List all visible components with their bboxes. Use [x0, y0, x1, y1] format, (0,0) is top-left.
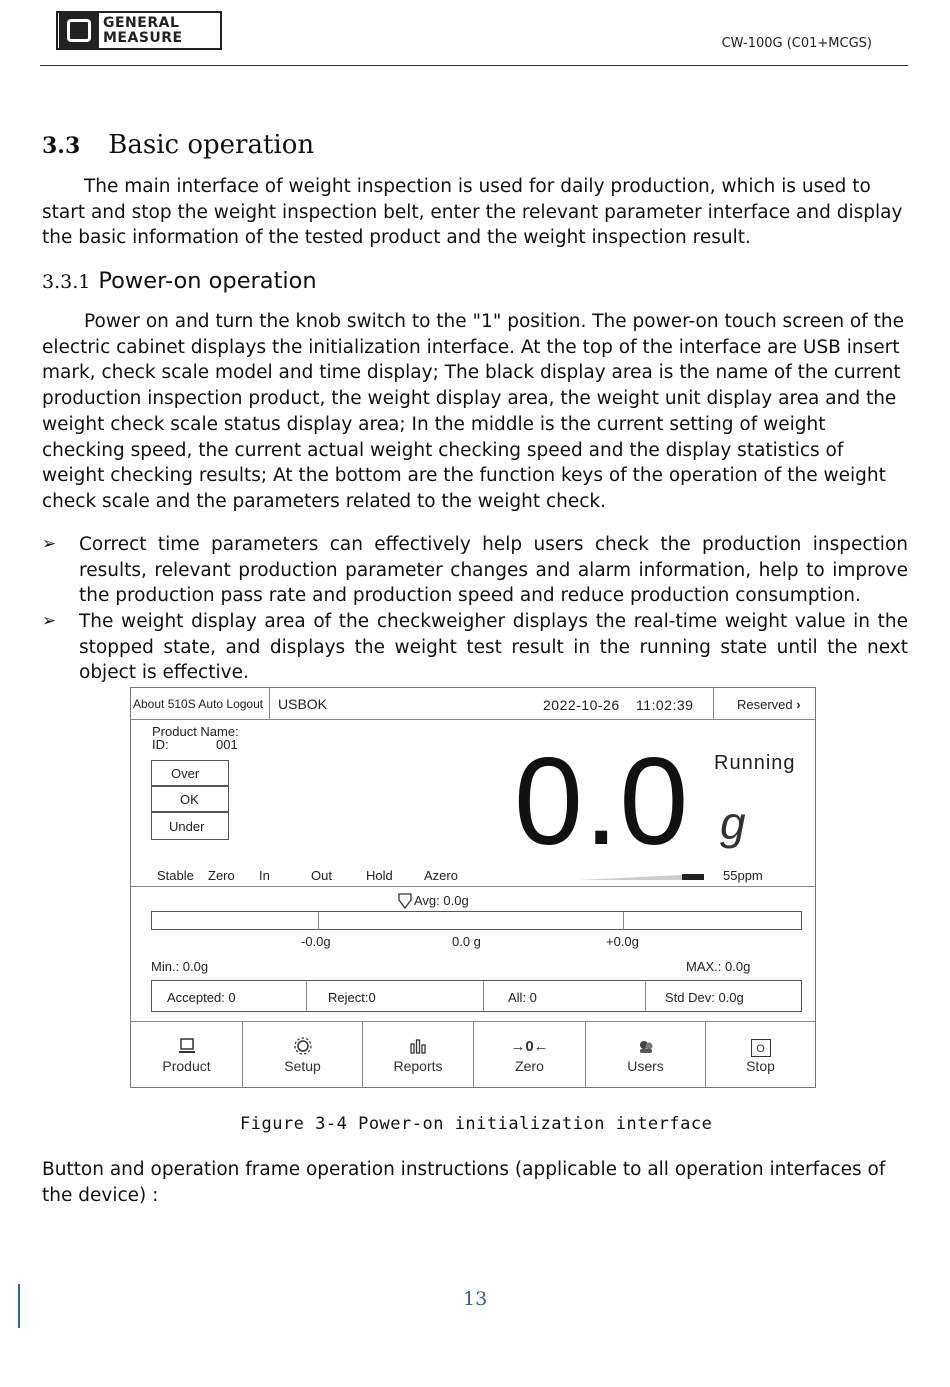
subsection-heading — [42, 268, 317, 294]
weight-distribution-bar — [151, 911, 802, 930]
reject-count: Reject:0 — [328, 990, 376, 1005]
running-state: Running — [714, 752, 796, 774]
users-button[interactable] — [586, 1022, 705, 1088]
std-dev: Std Dev: 0.0g — [665, 990, 744, 1005]
stop-label: Stop — [746, 1058, 775, 1074]
subsection-number: 3.3.1 — [42, 271, 91, 293]
reserved-label: Reserved — [737, 697, 793, 712]
zero-button[interactable] — [474, 1022, 585, 1088]
poweron-text: Power on and turn the knob switch to the "1" position. The power-on touch screen of the electric cabinet displays the initialization interface. At the top of the interface are USB insert mark, check scale model and time display; The black display area is the name of the current production inspection product, the weight display area, the weight unit display area and the weight check scale status display area; In the middle is the current setting of weight checking speed, the current actual weight checking speed and the display statistics of weight checking results; At the bottom are the function keys of the operation of the weight check scale and the parameters related to the weight check. — [42, 311, 905, 512]
all-count: All: 0 — [508, 990, 537, 1005]
min-display: Min.: 0.0g — [151, 959, 209, 974]
date-display: 2022-10-26 — [543, 697, 620, 713]
bar-chart-icon — [363, 1036, 473, 1058]
product-name-label: Product Name: — [152, 724, 239, 739]
intro-text: The main interface of weight inspection is used for daily production, which is used to start and stop the weight inspection belt, enter the relevant parameter interface and display the basic information of the tested product and the weight inspection result. — [42, 176, 903, 249]
time-display: 11:02:39 — [636, 697, 694, 713]
ok-indicator — [151, 786, 229, 812]
setup-label: Setup — [284, 1058, 321, 1074]
ok-label: OK — [180, 792, 199, 807]
reports-button[interactable] — [363, 1022, 473, 1088]
stop-glyph: O — [751, 1039, 771, 1057]
bullet-arrow-icon: ➢ — [42, 534, 57, 554]
weight-display: 0.0 — [514, 733, 690, 871]
status-hold: Hold — [366, 868, 393, 883]
document-code: CW-100G (C01+MCGS) — [721, 36, 872, 51]
speed-bar — [578, 873, 704, 881]
zero-icon: →0← — [510, 1038, 549, 1055]
product-label: Product — [162, 1058, 211, 1074]
about-button[interactable]: About 510S Auto Logout — [133, 697, 264, 711]
chevron-right-icon: › — [796, 697, 801, 712]
accepted-count: Accepted: 0 — [167, 990, 236, 1005]
bullet-text: The weight display area of the checkweigher displays the real-time weight value in the stopped state, and displays the weight test result in the running state until the next object is effective. — [79, 611, 908, 684]
bullet-arrow-icon: ➢ — [42, 611, 57, 631]
scale-high-label: +0.0g — [606, 934, 639, 949]
page-number: 13 — [463, 1288, 488, 1310]
company-logo — [56, 11, 222, 50]
scale-mid-label: 0.0 g — [452, 934, 481, 949]
stop-icon — [706, 1036, 815, 1058]
section-title: Basic operation — [108, 130, 315, 160]
section-heading — [42, 130, 314, 160]
status-out: Out — [311, 868, 332, 883]
gear-icon — [243, 1036, 362, 1058]
status-azero: Azero — [424, 868, 458, 883]
product-icon — [131, 1036, 242, 1058]
speed-display: 55ppm — [723, 868, 763, 883]
poweron-paragraph — [42, 309, 908, 515]
bullet-item — [42, 532, 910, 609]
logo-line-1: GENERAL — [103, 14, 180, 31]
section-number: 3.3 — [42, 133, 81, 159]
under-indicator — [151, 812, 229, 840]
usb-status: USBOK — [278, 696, 328, 712]
id-label: ID: — [152, 737, 169, 752]
bullet-item — [42, 609, 910, 686]
over-label: Over — [171, 766, 200, 781]
product-button[interactable] — [131, 1022, 242, 1088]
avg-display: Avg: 0.0g — [414, 893, 469, 908]
subsection-title: Power-on operation — [98, 268, 317, 294]
users-icon — [586, 1036, 705, 1058]
statistics-row — [151, 980, 802, 1012]
status-in: In — [259, 868, 270, 883]
reserved-button[interactable] — [737, 697, 801, 712]
status-stable: Stable — [157, 868, 194, 883]
scale-low-label: -0.0g — [301, 934, 331, 949]
under-label: Under — [169, 819, 205, 834]
logo-mark-icon — [59, 13, 99, 48]
page-edge-marker — [18, 1284, 20, 1328]
users-label: Users — [627, 1058, 664, 1074]
closing-paragraph: Button and operation frame operation instructions (applicable to all operation interfaces of the device) : — [42, 1159, 886, 1206]
logo-line-2: MEASURE — [103, 29, 183, 46]
bullet-text: Correct time parameters can effectively help users check the production inspection results, relevant production parameter changes and alarm information, help to improve the production pass rate and production speed and reduce production consumption. — [79, 534, 908, 607]
over-indicator — [151, 760, 229, 786]
avg-pointer-icon — [397, 892, 413, 910]
reports-label: Reports — [393, 1058, 443, 1074]
figure-caption: Figure 3-4 Power-on initialization interface — [240, 1114, 713, 1134]
status-zero: Zero — [208, 868, 235, 883]
zero-label: Zero — [515, 1058, 544, 1074]
weight-unit: g — [720, 797, 746, 849]
max-display: MAX.: 0.0g — [686, 959, 751, 974]
header-divider — [40, 65, 908, 66]
intro-paragraph — [42, 174, 908, 251]
setup-button[interactable] — [243, 1022, 362, 1088]
figure-screenshot — [130, 687, 816, 1088]
id-value: 001 — [216, 737, 238, 752]
stop-button[interactable] — [706, 1022, 815, 1088]
